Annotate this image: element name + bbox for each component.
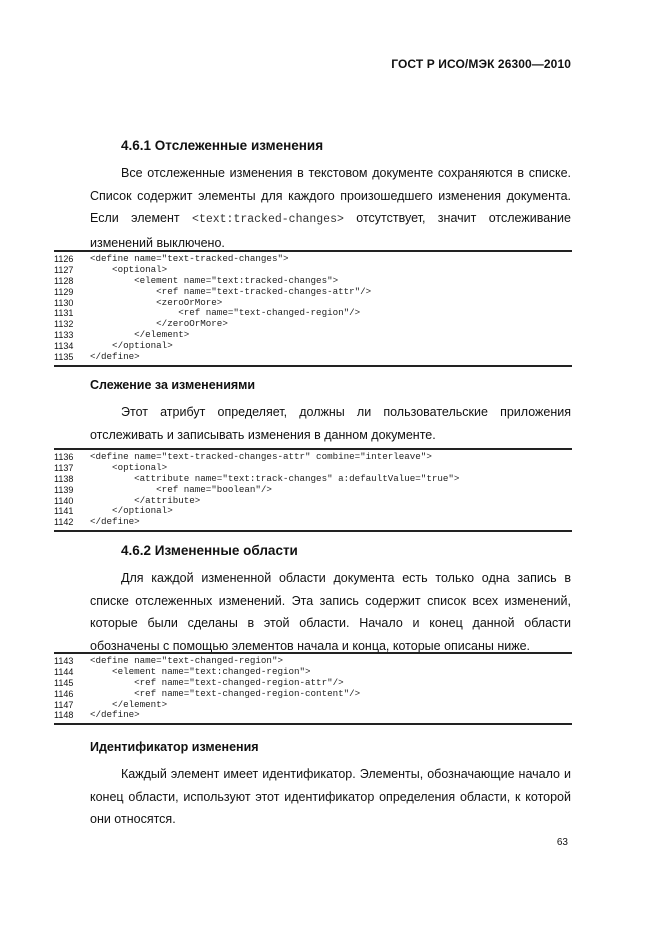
section-4-6-2-title: 4.6.2 Измененные области bbox=[121, 543, 298, 558]
section-4-6-1-paragraph bbox=[90, 162, 571, 254]
code-line bbox=[54, 710, 572, 721]
section-4-6-1-title: 4.6.1 Отслеженные изменения bbox=[121, 138, 324, 153]
code-text: </define> bbox=[90, 516, 140, 528]
paragraph-text: Этот атрибут определяет, должны ли пользовательские приложения отслеживать и записывать изменения в данном документе. bbox=[90, 405, 571, 442]
line-number: 1147 bbox=[54, 699, 74, 710]
line-number: 1145 bbox=[54, 677, 74, 688]
line-number: 1130 bbox=[54, 297, 74, 308]
line-number: 1131 bbox=[54, 308, 74, 319]
code-text: </define> bbox=[90, 351, 140, 363]
code-text: <ref name="text-changed-region"/> bbox=[90, 307, 361, 319]
paragraph-text: Каждый элемент имеет идентификатор. Элементы, обозначающие начало и конец области, используют этот идентификатор определения области, к которой они относятся. bbox=[90, 767, 571, 826]
line-number: 1135 bbox=[54, 352, 74, 363]
line-number: 1144 bbox=[54, 666, 74, 677]
line-number: 1138 bbox=[54, 473, 74, 484]
code-line bbox=[54, 287, 572, 298]
line-number: 1148 bbox=[54, 710, 74, 721]
code-text: <attribute name="text:track-changes" a:defaultValue="true"> bbox=[90, 472, 460, 484]
code-text: <element name="text:tracked-changes"> bbox=[90, 274, 339, 286]
paragraph-text: Для каждой измененной области документа есть только одна запись в списке отслеженных изменений. Эта запись содержит список всех изменений, которые были сделаны в этой области. Начало и конец данной области обозначены с помощью элементов начала и конца, которые описаны ниже. bbox=[90, 571, 571, 653]
line-number: 1140 bbox=[54, 495, 74, 506]
tracking-changes-title: Слежение за изменениями bbox=[90, 378, 256, 392]
line-number: 1143 bbox=[54, 656, 74, 666]
line-number: 1146 bbox=[54, 688, 74, 699]
code-line bbox=[54, 689, 572, 700]
line-number: 1132 bbox=[54, 319, 74, 330]
code-line bbox=[54, 485, 572, 496]
change-identifier-title: Идентификатор изменения bbox=[90, 740, 259, 754]
document-header: ГОСТ Р ИСО/МЭК 26300—2010 bbox=[391, 57, 571, 71]
code-text: <element name="text:changed-region"> bbox=[90, 665, 311, 677]
code-block-tracked-changes-attr bbox=[54, 448, 572, 532]
line-number: 1126 bbox=[54, 254, 74, 264]
line-number: 1128 bbox=[54, 275, 74, 286]
line-number: 1137 bbox=[54, 462, 74, 473]
paragraph-text-a: Все отслеженные изменения в текстовом документе сохраняются в списке. Список содержит элементы для каждого произошедшего изменения документа. Если элемент bbox=[90, 166, 571, 225]
code-text: <define name="text-changed-region"> bbox=[90, 655, 283, 666]
line-number: 1129 bbox=[54, 286, 74, 297]
code-text: <ref name="text-tracked-changes-attr"/> bbox=[90, 285, 372, 297]
code-line bbox=[54, 352, 572, 363]
code-line bbox=[54, 517, 572, 528]
code-text: <optional> bbox=[90, 263, 168, 275]
code-text: </optional> bbox=[90, 505, 173, 517]
code-block-tracked-changes bbox=[54, 250, 572, 367]
line-number: 1133 bbox=[54, 330, 74, 341]
code-text: <optional> bbox=[90, 461, 168, 473]
code-text: <define name="text-tracked-changes"> bbox=[90, 253, 289, 264]
code-text: </optional> bbox=[90, 340, 173, 352]
code-text: </element> bbox=[90, 698, 168, 710]
code-text: </element> bbox=[90, 329, 190, 341]
line-number: 1141 bbox=[54, 506, 74, 517]
tracking-changes-paragraph bbox=[90, 401, 571, 446]
paragraph-text-b: отсутствует, значит отслеживание изменений выключено. bbox=[90, 211, 571, 250]
code-text: </zeroOrMore> bbox=[90, 318, 228, 330]
code-text: <ref name="text-changed-region-attr"/> bbox=[90, 676, 344, 688]
page-number: 63 bbox=[556, 837, 568, 848]
line-number: 1127 bbox=[54, 264, 74, 275]
inline-code-element: <text:tracked-changes> bbox=[192, 213, 344, 226]
line-number: 1139 bbox=[54, 484, 74, 495]
code-text: <zeroOrMore> bbox=[90, 296, 223, 308]
code-block-changed-region bbox=[54, 652, 572, 725]
code-text: <define name="text-tracked-changes-attr" combine="interleave"> bbox=[90, 451, 432, 462]
change-identifier-paragraph bbox=[90, 763, 571, 831]
code-text: </attribute> bbox=[90, 494, 201, 506]
code-text: </define> bbox=[90, 709, 140, 721]
line-number: 1136 bbox=[54, 452, 74, 462]
code-text: <ref name="boolean"/> bbox=[90, 483, 272, 495]
code-text: <ref name="text-changed-region-content"/> bbox=[90, 687, 361, 699]
line-number: 1134 bbox=[54, 341, 74, 352]
line-number: 1142 bbox=[54, 517, 74, 528]
section-4-6-2-paragraph bbox=[90, 567, 571, 657]
